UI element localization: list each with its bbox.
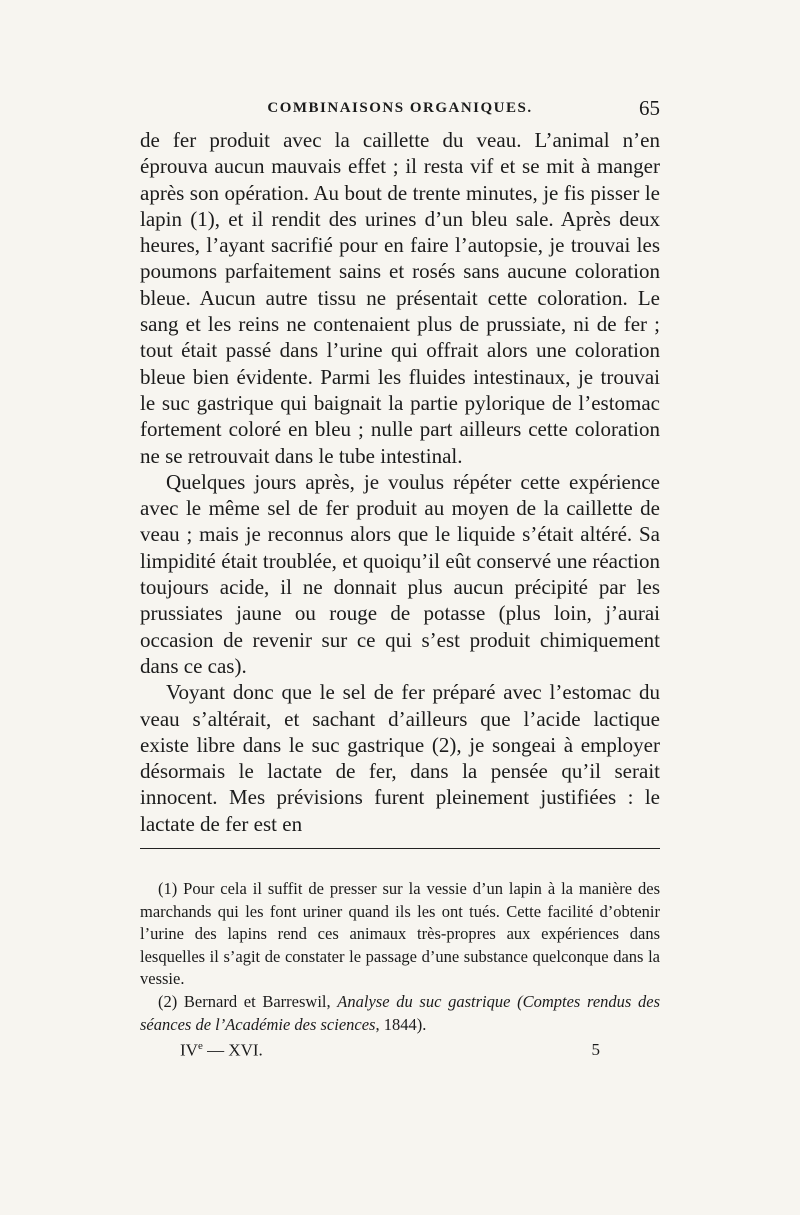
signature-superscript: e — [197, 1040, 203, 1052]
signature-rest: — XVI. — [202, 1040, 263, 1060]
main-text — [140, 127, 660, 837]
footnotes — [140, 878, 660, 1036]
running-title: COMBINAISONS ORGANIQUES. — [267, 100, 533, 116]
sheet-number: 5 — [591, 1040, 600, 1059]
page-footer — [180, 1040, 600, 1064]
footnote-separator — [140, 848, 660, 849]
footnote-2 — [140, 991, 660, 1036]
footnote-2-title: Analyse du suc gastrique (Comptes rendus des séances de l’Académie des sciences — [140, 991, 660, 1034]
signature-main: IV — [180, 1040, 198, 1060]
paragraph-1: de fer produit avec la caillette du veau. L’animal n’en éprouva aucun mauvais effet ; il resta vif et se mit à manger après son opération. Au bout de trente minutes, je fis pisser le lapin (1), et il rendit des urines d’un bleu sale. Après deux heures, l’ayant sacrifié pour en faire l’autopsie, je trouvai les poumons parfaitement sains et rosés sans aucune coloration bleue. Aucun autre tissu ne présentait cette coloration. Le sang et les reins ne contenaient plus de prussiate, ni de fer ; tout était passé dans l’urine qui offrait alors une coloration bleue bien évidente. Parmi les fluides intestinaux, je trouvai le suc gastrique qui baignait la partie pylorique de l’estomac fortement coloré en bleu ; nulle part ailleurs cette coloration ne se retrouvait dans le tube intestinal. — [140, 128, 660, 468]
footnote-2-authors: (2) Bernard et Barreswil, — [158, 991, 338, 1011]
paragraph-3: Voyant donc que le sel de fer préparé avec l’estomac du veau s’altérait, et sachant d’ailleurs que l’acide lactique existe libre dans le suc gastrique (2), je songeai à employer désormais le lactate de fer, dans la pensée qu’il serait innocent. Mes prévisions furent pleinement justifiées : le lactate de fer est en — [140, 680, 660, 836]
footnote-2-year: , 1844). — [375, 1014, 427, 1034]
footnote-1: (1) Pour cela il suffit de presser sur la vessie d’un lapin à la manière des marchands qui les font uriner quand ils les ont tués. Cette facilité d’obtenir l’urine des lapins rend ces animaux très-propres aux expériences dans lesquelles il s’agit de constater le passage d’une substance quelconque dans la vessie. — [140, 879, 660, 989]
printer-signature — [180, 1040, 263, 1061]
page-number: 65 — [639, 96, 660, 120]
paragraph-2: Quelques jours après, je voulus répéter cette expérience avec le même sel de fer produit au moyen de la caillette de veau ; mais je reconnus alors que le liquide s’était altéré. Sa limpidité était troublée, et quoiqu’il eût conservé une réaction toujours acide, il ne donnait plus aucun précipité par les prussiates jaune ou rouge de potasse (plus loin, j’aurai occasion de revenir sur ce qui s’est produit chimiquement dans ce cas). — [140, 469, 660, 678]
page-header — [140, 96, 660, 126]
